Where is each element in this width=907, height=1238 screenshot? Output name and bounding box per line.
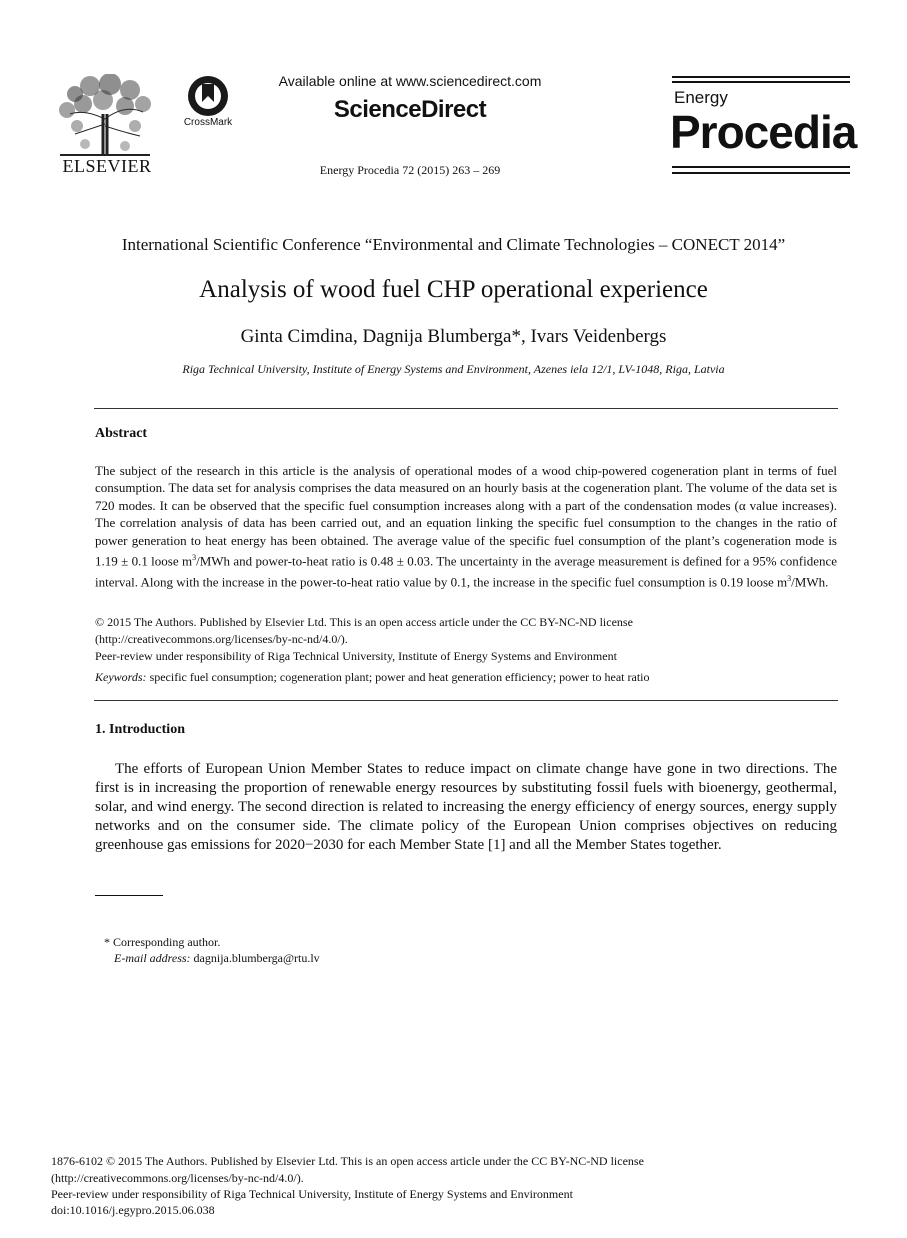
keywords-label: Keywords: (95, 670, 147, 684)
keywords (95, 670, 837, 685)
journal-logo-rule-top (672, 76, 850, 78)
journal-logo-large: Procedia (670, 106, 857, 158)
journal-logo-rule-bottom-2 (672, 172, 850, 174)
abstract-heading: Abstract (95, 426, 148, 441)
journal-logo-rule-bottom (672, 166, 850, 168)
footer-license-link[interactable]: (http://creativecommons.org/licenses/by-nc-nd/4.0/). (51, 1171, 304, 1185)
abstract-superscript-1: 3 (192, 553, 197, 563)
publisher-name: ELSEVIER (62, 156, 152, 176)
paper-title: Analysis of wood fuel CHP operational experience (199, 276, 708, 303)
abstract-text (95, 462, 837, 591)
author-affiliation: Riga Technical University, Institute of Energy Systems and Environment, Azenes iela 12/1, LV-1048, Riga, Latvia (182, 362, 725, 376)
section-heading-introduction: 1. Introduction (95, 722, 185, 737)
copyright-notice (95, 614, 837, 649)
abstract-superscript-2: 3 (787, 573, 792, 583)
sciencedirect-logo: ScienceDirect (333, 96, 487, 123)
paper-authors: Ginta Cimdina, Dagnija Blumberga*, Ivars Veidenbergs (240, 326, 667, 347)
abstract-part-1: The subject of the research in this article is the analysis of operational modes of a wood chip-powered cogeneration plant in terms of fuel consumption. The data set for analysis comprises the data measured on an hourly basis at the cogeneration plant. The volume of the data set is 720 modes. It can be observed that the specific fuel consumption increases along with a part of the condensation modes (α value increases). The correlation analysis of data has been carried out, and an equation linking the specific fuel consumption to the changes in the ratio of power generation to heat energy has been obtained. The average value of the specific fuel consumption of the plant’s cogeneration mode is 1.19 ± 0.1 loose m (95, 463, 837, 569)
license-link[interactable]: (http://creativecommons.org/licenses/by-nc-nd/4.0/). (95, 632, 348, 647)
abstract-divider-bottom (94, 700, 838, 701)
crossmark-label: CrossMark (183, 117, 233, 128)
corresponding-author-note: * Corresponding author. (104, 935, 221, 949)
crossmark-icon (176, 74, 240, 118)
footnote-rule (95, 895, 163, 896)
email-address[interactable]: dagnija.blumberga@rtu.lv (193, 951, 320, 965)
abstract-part-2: /MWh and power-to-heat ratio is 0.48 ± 0.03. The uncertainty in the average measurement is defined for a 95% confidence interval. Along with the increase in the power-to-heat ratio value by 0.1, the increase in the specific fuel consumption is 0.19 loose m (95, 553, 837, 590)
keywords-list: specific fuel consumption; cogeneration plant; power and heat generation efficiency; power to heat ratio (149, 670, 650, 684)
tree-icon (55, 74, 155, 158)
journal-logo-small: Energy (674, 88, 728, 107)
conference-name: International Scientific Conference “Environmental and Climate Technologies – CONECT 2014” (121, 235, 786, 254)
footer-issn-copyright: 1876-6102 © 2015 The Authors. Published by Elsevier Ltd. This is an open access article under the CC BY-NC-ND license (51, 1154, 644, 1168)
copyright-line-1: © 2015 The Authors. Published by Elsevier Ltd. This is an open access article under the CC BY-NC-ND license (95, 615, 633, 629)
abstract-part-3: /MWh. (791, 574, 829, 590)
abstract-divider-top (94, 408, 838, 409)
journal-reference: Energy Procedia 72 (2015) 263 – 269 (319, 163, 501, 177)
available-online-text: Available online at www.sciencedirect.com (278, 73, 542, 89)
footer-doi[interactable]: doi:10.1016/j.egypro.2015.06.038 (51, 1203, 215, 1217)
email-label: E-mail address: (114, 951, 191, 965)
footer-peer-review: Peer-review under responsibility of Riga Technical University, Institute of Energy Systems and Environment (51, 1187, 573, 1201)
introduction-paragraph: The efforts of European Union Member States to reduce impact on climate change have gone in two directions. The first is in increasing the proportion of renewable energy resources by substituting fossil fuels with bioenergy, geothermal, solar, and wind energy. The second direction is related to increasing the energy efficiency of energy sources, energy supply networks and on the consumer side. The climate policy of the European Union comprises objectives on reducing greenhouse gas emissions for 2020−2030 for each Member State [1] and all the Member States together. (95, 761, 837, 853)
author-email (114, 951, 320, 966)
journal-logo-rule-top-2 (672, 81, 850, 83)
peer-review-notice: Peer-review under responsibility of Riga Technical University, Institute of Energy Systems and Environment (95, 649, 617, 663)
